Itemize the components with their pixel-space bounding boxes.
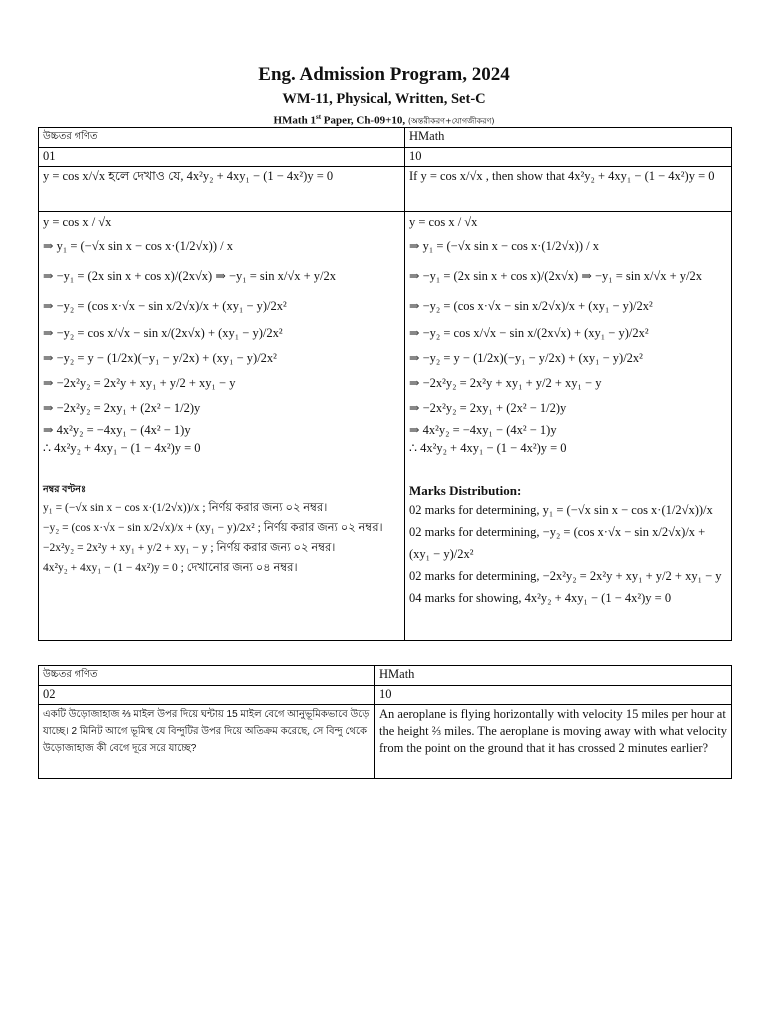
solution-line: ⇒ y₁ = (−√x sin x − cos x·(1/2√x)) / x — [43, 239, 233, 253]
question-table-1 — [38, 127, 732, 641]
subject-bn-cell: উচ্চতর গণিত — [39, 666, 375, 686]
solution-line: ⇒ −y₂ = (cos x·√x − sin x/2√x)/x + (xy₁ − y)/2x² — [409, 299, 653, 313]
solution-line: ⇒ y₁ = (−√x sin x − cos x·(1/2√x)) / x — [409, 239, 599, 253]
solution-line: ⇒ −y₁ = (2x sin x + cos x)/(2x√x) ⇒ −y₁ = sin x/√x + y/2x — [43, 269, 336, 283]
solution-line: ∴ 4x²y₂ + 4xy₁ − (1 − 4x²)y = 0 — [43, 441, 201, 455]
marks-line-bn: −2x²y₂ = 2x²y + xy₁ + y/2 + xy₁ − y ; নির্ণয় করার জন্য ০২ নম্বর। — [43, 542, 336, 554]
marks-line-bn: −y₂ = (cos x·√x − sin x/2√x)/x + (xy₁ − y)/2x² ; নির্ণয় করার জন্য ০২ নম্বর। — [43, 522, 383, 534]
paper-chapter: Paper, Ch-09+10, — [321, 114, 406, 127]
subject-bn-cell: উচ্চতর গণিত — [39, 128, 405, 148]
paper-sup: st — [315, 113, 322, 121]
marks-line-en: 02 marks for determining, −y₂ = (cos x·√x − sin x/2√x)/x + (xy₁ − y)/2x² — [409, 525, 706, 561]
solution-line: ⇒ −2x²y₂ = 2xy₁ + (2x² − 1/2)y — [43, 401, 201, 415]
solution-en-cell — [405, 212, 732, 641]
question-en-cell: An aeroplane is flying horizontally with velocity 15 miles per hour at the height ⅔ miles. The aeroplane is moving away with what velocity from the point on the ground that it has crossed 2 minutes earlier? — [375, 705, 732, 779]
solution-line: ⇒ −y₂ = cos x/√x − sin x/(2x√x) + (xy₁ − y)/2x² — [43, 326, 283, 340]
question-marks-cell: 10 — [405, 148, 732, 167]
solution-bn-cell — [39, 212, 405, 641]
solution-line: ⇒ −y₂ = cos x/√x − sin x/(2x√x) + (xy₁ − y)/2x² — [409, 326, 649, 340]
solution-line: y = cos x / √x — [43, 215, 112, 229]
marks-line-bn: y₁ = (−√x sin x − cos x·(1/2√x))/x ; নির্ণয় করার জন্য ০২ নম্বর। — [43, 502, 328, 514]
marks-line-en: 04 marks for showing, 4x²y₂ + 4xy₁ − (1 − 4x²)y = 0 — [409, 591, 672, 605]
solution-line: ⇒ −y₂ = (cos x·√x − sin x/2√x)/x + (xy₁ − y)/2x² — [43, 299, 287, 313]
paper-name: HMath 1 — [273, 114, 316, 127]
question-marks-cell: 10 — [375, 686, 732, 705]
marks-line-en: 02 marks for determining, −2x²y₂ = 2x²y + xy₁ + y/2 + xy₁ − y — [409, 569, 722, 583]
solution-line: ⇒ −y₂ = y − (1/2x)(−y₁ − y/2x) + (xy₁ − y)/2x² — [409, 351, 643, 365]
subject-en-cell: HMath — [405, 128, 732, 148]
solution-line: ⇒ 4x²y₂ = −4xy₁ − (4x² − 1)y — [409, 423, 557, 437]
page-title: Eng. Admission Program, 2024 — [258, 64, 510, 85]
solution-line: ∴ 4x²y₂ + 4xy₁ − (1 − 4x²)y = 0 — [409, 441, 567, 455]
solution-line: y = cos x / √x — [409, 215, 478, 229]
question-table-2 — [38, 665, 732, 779]
subject-en-cell: HMath — [375, 666, 732, 686]
question-number-cell: 01 — [39, 148, 405, 167]
solution-line: ⇒ −y₁ = (2x sin x + cos x)/(2x√x) ⇒ −y₁ = sin x/√x + y/2x — [409, 269, 702, 283]
solution-line: ⇒ −2x²y₂ = 2x²y + xy₁ + y/2 + xy₁ − y — [409, 376, 602, 390]
question-bn-cell: y = cos x/√x হলে দেখাও যে, 4x²y₂ + 4xy₁ − (1 − 4x²)y = 0 — [39, 167, 405, 212]
question-bn-cell: একটি উড়োজাহাজ ⅔ মাইল উপর দিয়ে ঘন্টায় 15 মাইল বেগে আনুভূমিকভাবে উড়ে যাচ্ছে। 2 মিনিট আগে ভূমিস্থ যে বিন্দুটির উপর দিয়ে অতিক্রম করেছে, সে বিন্দু থেকে উড়োজাহাজ কী বেগে দূরে সরে যাচ্ছে? — [39, 705, 375, 779]
solution-line: ⇒ −2x²y₂ = 2xy₁ + (2x² − 1/2)y — [409, 401, 567, 415]
paper-topic-bn: (অন্তরীকরণ+যোগজীকরণ) — [407, 116, 495, 126]
marks-heading-en: Marks Distribution: — [409, 483, 522, 498]
marks-heading-bn: নম্বর বণ্টনঃ — [43, 484, 87, 495]
marks-line-bn: 4x²y₂ + 4xy₁ − (1 − 4x²)y = 0 ; দেখানোর জন্য ০৪ নম্বর। — [43, 562, 298, 574]
solution-line: ⇒ 4x²y₂ = −4xy₁ − (4x² − 1)y — [43, 423, 191, 437]
question-en-cell: If y = cos x/√x , then show that 4x²y₂ + 4xy₁ − (1 − 4x²)y = 0 — [405, 167, 732, 212]
marks-line-en: 02 marks for determining, y₁ = (−√x sin x − cos x·(1/2√x))/x — [409, 503, 713, 517]
question-number-cell: 02 — [39, 686, 375, 705]
solution-line: ⇒ −2x²y₂ = 2x²y + xy₁ + y/2 + xy₁ − y — [43, 376, 236, 390]
solution-line: ⇒ −y₂ = y − (1/2x)(−y₁ − y/2x) + (xy₁ − y)/2x² — [43, 351, 277, 365]
page-subtitle: WM-11, Physical, Written, Set-C — [282, 91, 486, 107]
